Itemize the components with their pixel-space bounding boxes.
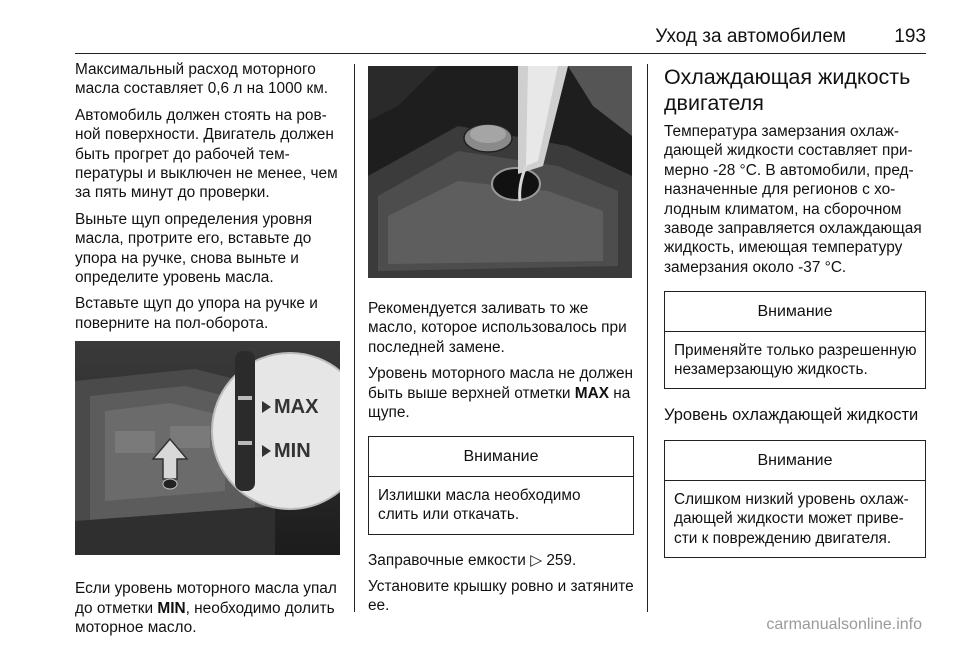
warning-box-low-coolant (664, 440, 926, 558)
warning-box-approved-coolant (664, 291, 926, 389)
warning-text: Излишки масла необходимо слить или откачать. (378, 486, 581, 524)
cap-install-text: Установите крышку ровно и затяните ее. (368, 578, 634, 615)
oil-filling-illustration (368, 66, 632, 278)
warning-text: Слишком низкий уровень охлаждающей жидкости может привести к повреждению двигателя. (674, 490, 909, 547)
oil-consumption-text: Максимальный расход моторного масла составляет 0,6 л на 1000 км. (75, 61, 329, 98)
column-middle (368, 60, 634, 623)
header-divider (75, 53, 926, 54)
column-right (664, 60, 926, 574)
capacities-ref-text: Заправочные емкости ▷ 259. (368, 551, 577, 569)
coolant-freeze-text: Температура замерзания охлаждающей жидкости составляет примерно -28 °C. В автомобили, предназначенные для регионов с холодным климатом, на сборочном заводе заправляется охлаждающая жидкость, имеющая температуру замерзания около -37 °C. (664, 123, 922, 276)
oil-recommendation-text: Рекомендуется заливать то же масло, которое использовалось при последней замене. (368, 300, 627, 356)
warning-title: Внимание (665, 292, 925, 331)
capacities-page-link[interactable]: 259. (546, 551, 577, 569)
warning-title: Внимание (369, 437, 633, 476)
warning-box-excess-oil (368, 436, 634, 534)
page-header (75, 24, 926, 50)
max-mark-label: MAX (274, 396, 319, 419)
min-mark-ref: MIN (157, 599, 186, 617)
watermark: carmanualsonline.info (766, 616, 922, 633)
column-left (75, 60, 343, 645)
oil-filling-graphic (368, 66, 632, 278)
page-number: 193 (894, 26, 926, 47)
coolant-heading: Охлаждающая жидкость двигателя (664, 65, 911, 115)
section-title: Уход за автомобилем (655, 26, 846, 47)
dipstick-engine-graphic (75, 341, 340, 555)
dipstick-remove-text: Выньте щуп определения уровня масла, протрите его, вставьте до упора на ручке, снова выньте и определите уровень масла. (75, 210, 313, 287)
max-mark-ref: MAX (574, 384, 609, 402)
warning-text: Применяйте только разрешенную незамерзающую жидкость. (674, 341, 917, 379)
dipstick-illustration (75, 341, 340, 555)
column-divider-2 (647, 64, 648, 612)
column-divider-1 (354, 64, 355, 612)
vehicle-position-text: Автомобиль должен стоять на ровной поверхности. Двигатель должен быть прогрет до рабочей температуры и выключен не менее, чем за пять минут до проверки. (75, 106, 338, 202)
warning-title: Внимание (665, 441, 925, 480)
page-ref-icon: ▷ (530, 551, 547, 569)
oil-level-limit-text: Уровень моторного масла не должен быть выше верхней отметки MAX на щупе. (368, 365, 634, 422)
dipstick-insert-text: Вставьте щуп до упора на ручке и поверните на пол-оборота. (75, 295, 318, 332)
min-mark-label: MIN (274, 440, 311, 463)
coolant-level-subheading: Уровень охлаждающей жидкости (664, 406, 919, 425)
oil-low-text: Если уровень моторного масла упал до отметки MIN, необходимо долить моторное масло. (75, 580, 337, 637)
